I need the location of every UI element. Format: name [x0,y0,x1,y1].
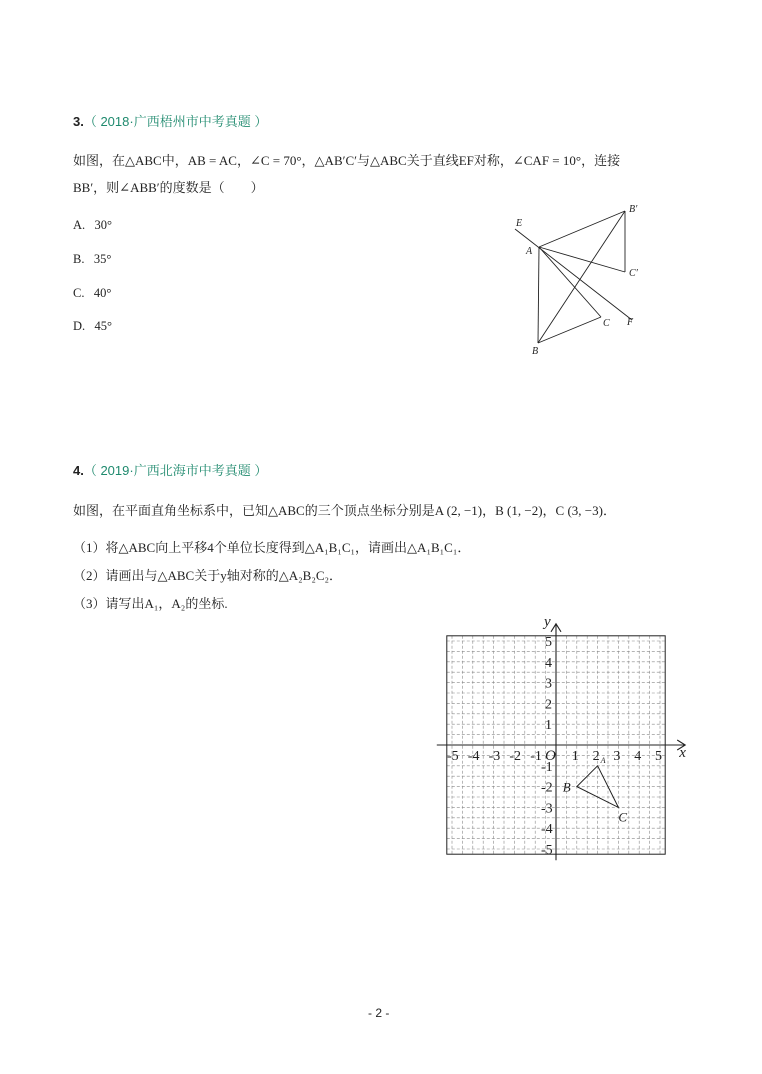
q4-number: 4. [73,463,84,478]
x-tick-label: 5 [655,749,662,764]
page-number: - 2 - [368,1006,390,1020]
q4-header [73,460,267,479]
q4-source: （ 2019·广西北海市中考真题 ） [83,463,268,478]
y-tick-label: -3 [541,801,553,817]
q4-coordinate-grid [430,615,695,865]
point-label: A [600,755,606,765]
q3-stem-line1: 如图，在△ABC中，AB = AC，∠C = 70°，△AB′C′与△ABC关于直线EF对称，∠CAF = 10°，连接 [73,153,621,168]
segment-ac [539,247,601,317]
x-axis-label: x [679,745,686,761]
y-tick-label: -4 [541,822,553,838]
q3-source: （ 2018·广西梧州市中考真题 ） [83,114,268,129]
q3-option-c: C. 40° [73,286,112,300]
y-tick-label: -2 [541,780,553,796]
y-tick-label: 1 [545,718,552,734]
q3-option-a: A. 30° [73,218,113,232]
q4-sub2: （2）请画出与△ABC关于y轴对称的△A₂B₂C₂． [73,568,343,583]
q4-stem: 如图，在平面直角坐标系中，已知△ABC的三个顶点坐标分别是A (2, −1)，B (1, −2)，C (3, −3)． [73,503,616,518]
q4-sub3: （3）请写出A₁，A₂的坐标. [73,596,228,611]
x-tick-label: 3 [613,749,621,764]
segment-ab1 [539,211,625,247]
x-tick-label: 2 [592,749,600,764]
x-tick-label: -3 [488,749,501,764]
label-a: A [526,246,533,257]
label-f: F [627,317,634,328]
x-tick-label: -4 [467,749,480,764]
y-tick-label: -5 [541,843,553,858]
q3-stem-line2: BB′，则∠ABB′的度数是（ ） [73,180,264,195]
point-label: B [562,779,571,795]
label-c1: C′ [629,268,638,279]
q3-option-d: D. 45° [73,319,113,333]
q3-option-b: B. 35° [73,252,112,266]
label-b: B [532,346,539,357]
q3-figure [505,198,655,363]
origin-label: O [545,748,556,764]
q3-header [73,111,267,130]
y-tick-label: 5 [545,635,552,650]
x-tick-label: 1 [571,749,579,764]
x-tick-label: -2 [509,749,522,764]
y-tick-label: 3 [545,676,552,692]
segment-ab [538,247,539,343]
label-b1: B′ [629,204,638,215]
segment-bc [538,317,601,343]
segment-ac1 [539,247,625,272]
line-ef [515,229,632,320]
q4-sub1: （1）将△ABC向上平移4个单位长度得到△A₁B₁C₁，请画出△A₁B₁C₁． [73,540,471,555]
y-tick-label: 2 [545,697,552,713]
label-c: C [603,318,610,329]
y-tick-label: -1 [541,759,553,775]
point-label: C [618,809,628,825]
segment-bb1 [538,211,625,343]
y-tick-label: 4 [545,655,552,671]
q3-number: 3. [73,114,84,129]
x-tick-label: 4 [634,749,642,764]
label-e: E [516,218,523,229]
x-tick-label: -5 [447,749,459,764]
y-axis-label: y [544,615,551,630]
x-tick-label: -1 [530,749,542,764]
